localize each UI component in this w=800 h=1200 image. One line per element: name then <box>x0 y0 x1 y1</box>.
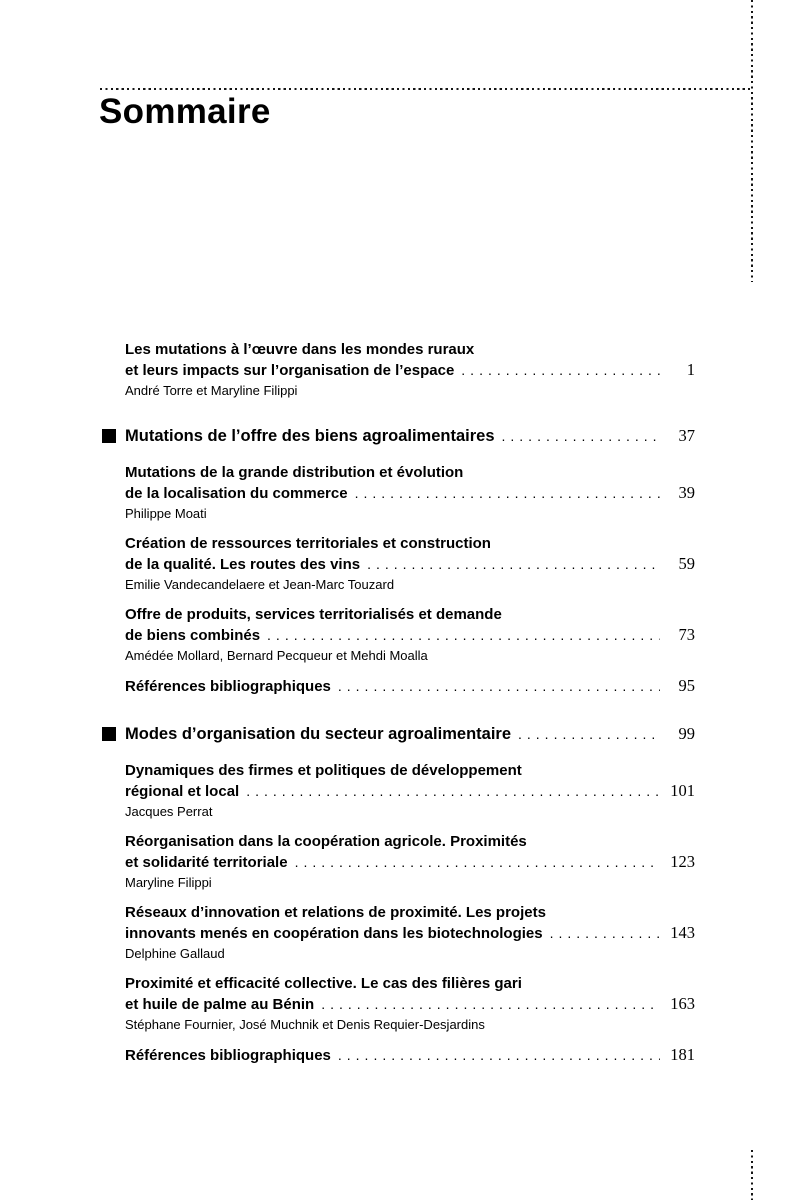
entry-title-last-line <box>125 554 695 575</box>
page-number: 59 <box>678 554 695 573</box>
entry-title-text: et solidarité territoriale <box>125 854 288 871</box>
toc-entry <box>125 340 695 399</box>
dot-leader <box>338 1045 660 1065</box>
page-number: 73 <box>678 625 695 644</box>
entry-authors: André Torre et Maryline Filippi <box>125 383 298 398</box>
entry-title-line: Création de ressources territoriales et construction <box>125 535 491 552</box>
entry-title-line: Proximité et efficacité collective. Le cas des filières gari <box>125 975 522 992</box>
dot-leader <box>338 676 660 696</box>
entry-title-text: régional et local <box>125 783 240 800</box>
dot-leader <box>295 852 660 872</box>
dotted-rule-horizontal <box>100 88 753 90</box>
toc-section-header <box>125 723 695 745</box>
dot-leader <box>461 360 660 380</box>
dotted-rule-vertical-bottom <box>751 1150 753 1200</box>
page-number: 37 <box>678 426 695 445</box>
dot-leader <box>267 625 660 645</box>
entry-title-last-line <box>125 1045 695 1066</box>
toc-section-header <box>125 425 695 447</box>
entry-title-line: Offre de produits, services territorialisés et demande <box>125 606 502 623</box>
page-number: 181 <box>670 1045 695 1064</box>
page-number: 123 <box>670 852 695 871</box>
dot-leader <box>502 425 660 447</box>
page-number: 39 <box>678 483 695 502</box>
entry-authors: Stéphane Fournier, José Muchnik et Denis Requier-Desjardins <box>125 1017 485 1032</box>
entry-title-text: Références bibliographiques <box>125 678 331 695</box>
entry-authors: Maryline Filippi <box>125 875 212 890</box>
dot-leader <box>246 781 660 801</box>
toc-entry <box>125 605 695 664</box>
toc-entry <box>125 832 695 891</box>
entry-authors: Philippe Moati <box>125 506 207 521</box>
entry-title-last-line <box>125 723 695 745</box>
entry-authors: Emilie Vandecandelaere et Jean-Marc Touzard <box>125 577 395 592</box>
entry-title-line: Mutations de la grande distribution et évolution <box>125 464 464 481</box>
section-bullet-icon <box>102 429 116 443</box>
entry-title-text: de la localisation du commerce <box>125 485 348 502</box>
dot-leader <box>321 994 660 1014</box>
toc-entry <box>125 463 695 522</box>
page-number: 143 <box>670 923 695 942</box>
page-number: 95 <box>678 676 695 695</box>
entry-authors: Amédée Mollard, Bernard Pecqueur et Mehdi Moalla <box>125 648 428 663</box>
entry-title-last-line <box>125 781 695 802</box>
dot-leader <box>550 923 660 943</box>
toc-list <box>125 340 695 1078</box>
entry-title-last-line <box>125 852 695 873</box>
entry-title-text: innovants menés en coopération dans les biotechnologies <box>125 925 543 942</box>
entry-title-last-line <box>125 625 695 646</box>
entry-title-text: et leurs impacts sur l’organisation de l’espace <box>125 362 455 379</box>
entry-title-line: Réorganisation dans la coopération agricole. Proximités <box>125 833 527 850</box>
entry-title-line: Dynamiques des firmes et politiques de développement <box>125 762 522 779</box>
entry-title-text: et huile de palme au Bénin <box>125 996 315 1013</box>
toc-entry <box>125 676 695 697</box>
toc-entry <box>125 534 695 593</box>
entry-title-text: Références bibliographiques <box>125 1047 331 1064</box>
dot-leader <box>355 483 660 503</box>
entry-title-last-line <box>125 483 695 504</box>
entry-authors: Delphine Gallaud <box>125 946 225 961</box>
entry-title-line: Réseaux d’innovation et relations de proximité. Les projets <box>125 904 546 921</box>
entry-title-last-line <box>125 425 695 447</box>
entry-title-last-line <box>125 676 695 697</box>
entry-title-line: Les mutations à l’œuvre dans les mondes ruraux <box>125 341 475 358</box>
toc-entry <box>125 1045 695 1066</box>
entry-authors: Jacques Perrat <box>125 804 213 819</box>
toc-entry <box>125 903 695 962</box>
dotted-rule-vertical-top <box>751 0 753 282</box>
entry-title-last-line <box>125 994 695 1015</box>
section-bullet-icon <box>102 727 116 741</box>
toc-entry <box>125 974 695 1033</box>
toc-entry <box>125 761 695 820</box>
entry-title-text: Modes d’organisation du secteur agroalimentaire <box>125 725 512 743</box>
page-number: 101 <box>670 781 695 800</box>
page-title: Sommaire <box>99 92 271 131</box>
entry-title-text: de la qualité. Les routes des vins <box>125 556 361 573</box>
entry-title-text: de biens combinés <box>125 627 261 644</box>
page-number: 1 <box>686 360 695 379</box>
entry-title-last-line <box>125 923 695 944</box>
page-number: 99 <box>678 724 695 743</box>
page-number: 163 <box>670 994 695 1013</box>
entry-title-text: Mutations de l’offre des biens agroalimentaires <box>125 427 495 445</box>
dot-leader <box>518 723 660 745</box>
entry-title-last-line <box>125 360 695 381</box>
dot-leader <box>367 554 660 574</box>
